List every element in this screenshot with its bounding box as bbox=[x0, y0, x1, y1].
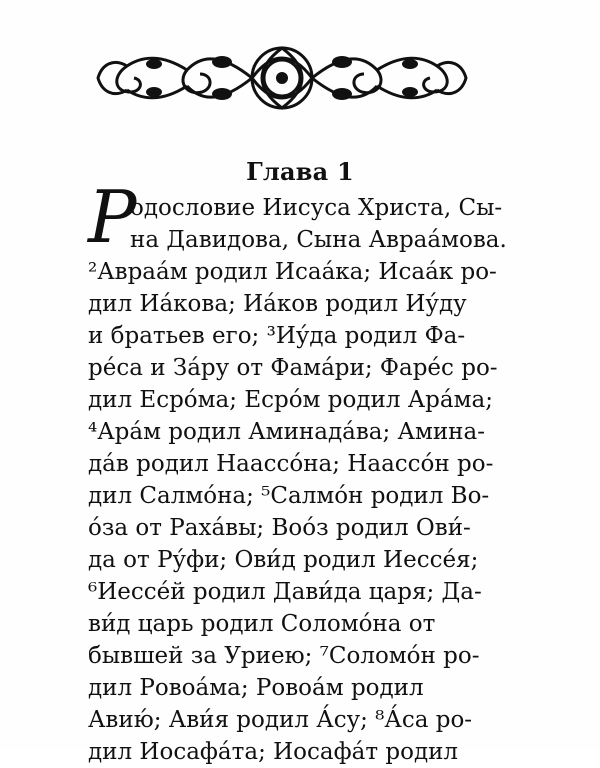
text-line-17: Авию́; Ави́я родил А́су; ⁸А́са ро- bbox=[88, 707, 473, 733]
drop-cap: Р bbox=[88, 175, 137, 259]
text-line-6: ре́са и За́ру от Фама́ри; Фаре́с ро- bbox=[88, 355, 498, 381]
ornament-header-icon bbox=[92, 34, 472, 122]
text-line-10: дил Салмо́на; ⁵Салмо́н родил Во- bbox=[88, 483, 490, 509]
text-line-16: дил Ровоа́ма; Ровоа́м родил bbox=[88, 675, 424, 701]
text-line-14: ви́д царь родил Соломо́на от bbox=[88, 611, 436, 637]
text-line-9: да́в родил Наассо́на; Наассо́н ро- bbox=[88, 451, 494, 477]
text-line-8: ⁴Ара́м родил Аминада́ва; Амина- bbox=[88, 419, 485, 445]
text-line-12: да от Ру́фи; Ови́д родил Иессе́я; bbox=[88, 547, 479, 573]
text-line-1: одословие Иисуса Христа, Сы- bbox=[130, 195, 503, 221]
chapter-title: Глава 1 bbox=[246, 157, 354, 186]
text-line-3: ²Авраа́м родил Исаа́ка; Исаа́к ро- bbox=[88, 259, 497, 285]
text-line-4: дил Иа́кова; Иа́ков родил Иу́ду bbox=[88, 291, 467, 317]
text-line-5: и братьев его; ³Иу́да родил Фа- bbox=[88, 323, 466, 349]
text-line-11: о́за от Рахáвы; Воо́з родил Ови́- bbox=[88, 515, 471, 541]
text-line-7: дил Есро́ма; Есро́м родил Ара́ма; bbox=[88, 387, 493, 413]
text-line-13: ⁶Иессе́й родил Дави́да царя; Да- bbox=[88, 579, 482, 605]
text-line-15: бывшей за Уриею; ⁷Соломо́н ро- bbox=[88, 643, 480, 669]
text-line-2: на Давидова, Сына Авраа́мова. bbox=[130, 227, 507, 253]
text-line-18: дил Иосафа́та; Иосафа́т родил bbox=[88, 739, 459, 765]
